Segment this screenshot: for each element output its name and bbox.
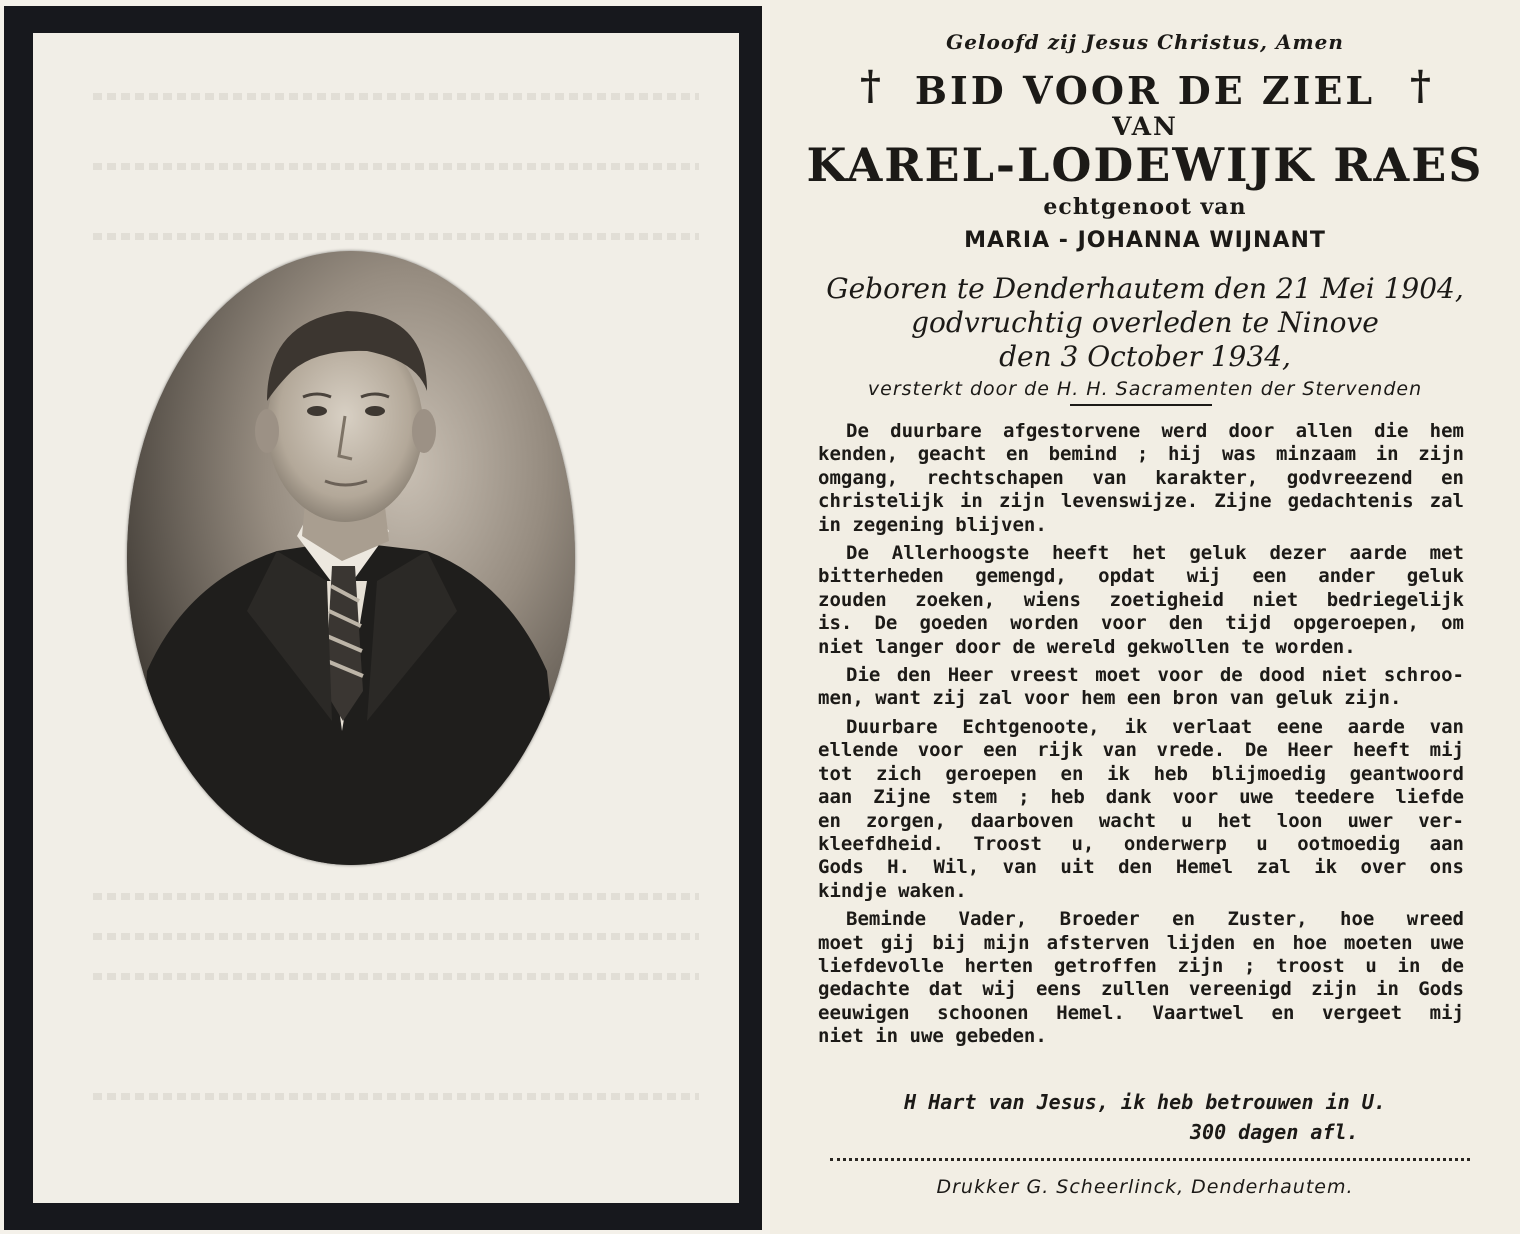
text-line: moet gij bij mijn afsterven lijden en hoe moeten uwe (818, 931, 1464, 954)
portrait-illustration (127, 251, 575, 865)
text-line: men, want zij zal voor hem een bron van geluk zijn. (818, 687, 1402, 710)
paragraph-3 (818, 664, 1464, 711)
text-line: zouden zoeken, wiens zoetigheid niet bedriegelijk (818, 588, 1464, 611)
body-text (818, 420, 1464, 1054)
text-line: gedachte dat wij eens zullen vereenigd zijn in Gods (818, 978, 1464, 1001)
deceased-name: KAREL-LODEWIJK RAES (806, 138, 1484, 192)
paragraph-1 (818, 420, 1464, 537)
text-line: omgang, rechtschapen van karakter, godvreezend en (818, 466, 1464, 489)
text-line: De Allerhoogste heeft het geluk dezer aarde met (846, 542, 1464, 565)
text-line: Beminde Vader, Broeder en Zuster, hoe wreed (846, 908, 1464, 931)
death-date-line: den 3 October 1934, (999, 340, 1291, 373)
text-panel (770, 0, 1520, 1234)
paragraph-4 (818, 716, 1464, 903)
bleed-through-text (93, 933, 699, 940)
text-line: tot zich geroepen en ik heb blijmoedig geantwoord (818, 762, 1464, 785)
text-line: aan Zijne stem ; heb dank voor uwe teedere liefde (818, 786, 1464, 809)
text-line: kleefdheid. Troost u, onderwerp u ootmoedig aan (818, 832, 1464, 855)
text-line: kindje waken. (818, 879, 967, 902)
sacraments-line: versterkt door de H. H. Sacramenten der Stervenden (867, 378, 1423, 400)
indulgence-note: 300 dagen afl. (1190, 1120, 1359, 1144)
text-line: bitterheden gemengd, opdat wij een ander geluk (818, 565, 1464, 588)
bleed-through-text (93, 93, 699, 100)
bleed-through-text (93, 163, 699, 170)
bleed-through-text (93, 973, 699, 980)
prayer-heading: BID VOOR DE ZIEL (914, 68, 1376, 113)
right-cross-icon: † (1410, 62, 1431, 109)
death-line: godvruchtig overleden te Ninove (911, 306, 1379, 339)
printer-imprint: Drukker G. Scheerlinck, Denderhautem. (936, 1176, 1354, 1198)
underline-rule (1070, 404, 1212, 406)
bleed-through-text (93, 233, 699, 240)
text-line: niet langer door de wereld gekwollen te worden. (818, 635, 1356, 658)
mourning-border-panel (4, 6, 762, 1230)
motto: Geloofd zij Jesus Christus, Amen (946, 30, 1344, 54)
text-line: Die den Heer vreest moet voor de dood niet schroo- (846, 664, 1464, 687)
spouse-name: MARIA - JOHANNA WIJNANT (964, 228, 1326, 253)
text-line: en zorgen, daarboven wacht u het loon uwer ver- (818, 809, 1464, 832)
text-line: kenden, geacht en bemind ; hij was minzaam in zijn (818, 443, 1464, 466)
photo-panel (33, 33, 739, 1203)
text-line: is. De goeden worden voor den tijd opgeroepen, om (818, 612, 1464, 635)
van-label: VAN (1112, 112, 1178, 141)
dotted-divider (830, 1158, 1470, 1161)
text-line: Gods H. Wil, van uit den Hemel zal ik over ons (818, 856, 1464, 879)
bleed-through-text (93, 893, 699, 900)
text-line: ellende voor een rijk van vrede. De Heer heeft mij (818, 739, 1464, 762)
text-line: christelijk in zijn levenswijze. Zijne gedachtenis zal (818, 490, 1464, 513)
text-line: De duurbare afgestorvene werd door allen die hem (846, 420, 1464, 442)
left-cross-icon: † (860, 62, 881, 109)
text-line: in zegening blijven. (818, 513, 1047, 536)
text-line: liefdevolle herten getroffen zijn ; troost u in de (818, 954, 1464, 977)
ejaculation-prayer: H Hart van Jesus, ik heb betrouwen in U. (904, 1090, 1386, 1114)
text-line: eeuwigen schoonen Hemel. Vaartwel en vergeet mij (818, 1001, 1464, 1024)
paragraph-5 (818, 908, 1464, 1048)
spouse-label: echtgenoot van (1043, 194, 1247, 220)
oval-portrait-photo (127, 251, 575, 865)
text-line: niet in uwe gebeden. (818, 1025, 1047, 1048)
bleed-through-text (93, 1093, 699, 1100)
text-line: Duurbare Echtgenoote, ik verlaat eene aarde van (846, 715, 1464, 738)
paragraph-2 (818, 542, 1464, 659)
birth-line: Geboren te Denderhautem den 21 Mei 1904, (826, 272, 1464, 305)
